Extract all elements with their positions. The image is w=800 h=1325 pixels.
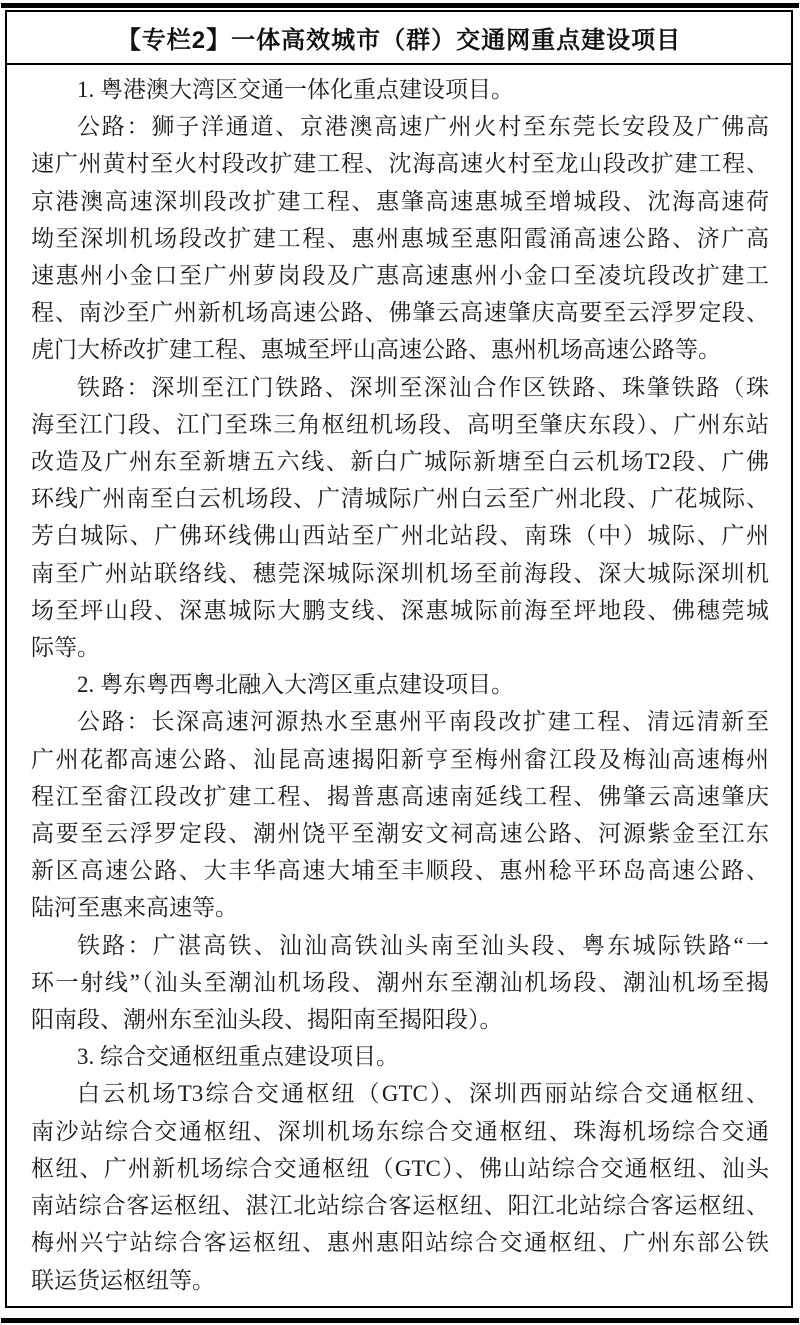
body-line: 梅州兴宁站综合客运枢纽、惠州惠阳站综合交通枢纽、广州东部公铁 — [31, 1230, 769, 1256]
body-line: 南站综合客运枢纽、湛江北站综合客运枢纽、阳江北站综合客运枢纽、 — [31, 1193, 769, 1219]
top-thick-rule — [1, 3, 799, 8]
body-line: 海至江门段、江门至珠三角枢纽机场段、高明至肇庆东段）、广州东站 — [31, 411, 769, 437]
body-line: 虎门大桥改扩建工程、惠城至坪山高速公路、惠州机场高速公路等。 — [31, 337, 721, 363]
body-line: 改造及广州东至新塘五六线、新白广城际新塘至白云机场T2段、广佛 — [31, 449, 769, 475]
bottom-thick-rule — [1, 1318, 799, 1323]
body-line: 白云机场T3综合交通枢纽（GTC）、深圳西丽站综合交通枢纽、 — [77, 1081, 769, 1107]
body-line: 3. 综合交通枢纽重点建设项目。 — [77, 1044, 399, 1070]
body-line: 公路：长深高速河源热水至惠州平南段改扩建工程、清远清新至 — [77, 709, 769, 735]
body-line: 铁路：广湛高铁、汕汕高铁汕头南至汕头段、粤东城际铁路“一 — [77, 932, 769, 958]
body-line: 枢纽、广州新机场综合交通枢纽（GTC）、佛山站综合交通枢纽、汕头 — [31, 1155, 769, 1181]
body-line: 场至坪山段、深惠城际大鹏支线、深惠城际前海至坪地段、佛穗莞城 — [31, 597, 769, 623]
body-line: 程、南沙至广州新机场高速公路、佛肇云高速肇庆高要至云浮罗定段、 — [31, 300, 769, 326]
body-line: 公路：狮子洋通道、京港澳高速广州火村至东莞长安段及广佛高 — [77, 114, 769, 140]
body-line: 程江至畲江段改扩建工程、揭普惠高速南延线工程、佛肇云高速肇庆 — [31, 783, 769, 809]
column-box-body — [7, 65, 791, 1299]
body-line: 阳南段、潮州东至汕头段、揭阳南至揭阳段）。 — [31, 1007, 503, 1033]
body-line: 速广州黄村至火村段改扩建工程、沈海高速火村至龙山段改扩建工程、 — [31, 151, 769, 177]
body-line: 2. 粤东粤西粤北融入大湾区重点建设项目。 — [77, 672, 514, 698]
body-line: 铁路：深圳至江门铁路、深圳至深汕合作区铁路、珠肇铁路（珠 — [77, 374, 769, 400]
body-line: 南至广州站联络线、穗莞深城际深圳机场至前海段、深大城际深圳机 — [31, 560, 769, 586]
body-line: 京港澳高速深圳段改扩建工程、惠肇高速惠城至增城段、沈海高速荷 — [31, 188, 769, 214]
body-line: 芳白城际、广佛环线佛山西站至广州北站段、南珠（中）城际、广州 — [31, 523, 769, 549]
body-line: 联运货运枢纽等。 — [31, 1267, 215, 1293]
column-box — [5, 10, 793, 1308]
body-line: 南沙站综合交通枢纽、深圳机场东综合交通枢纽、珠海机场综合交通 — [31, 1118, 769, 1144]
body-line: 坳至深圳机场段改扩建工程、惠州惠城至惠阳霞涌高速公路、济广高 — [31, 225, 769, 251]
body-line: 际等。 — [31, 635, 100, 661]
body-line: 环一射线”（汕头至潮汕机场段、潮州东至潮汕机场段、潮汕机场至揭 — [31, 969, 769, 995]
body-line: 广州花都高速公路、汕昆高速揭阳新亨至梅州畲江段及梅汕高速梅州 — [31, 746, 769, 772]
body-line: 新区高速公路、大丰华高速大埔至丰顺段、惠州稔平环岛高速公路、 — [31, 858, 769, 884]
column-box-title: 【专栏2】一体高效城市（群）交通网重点建设项目 — [7, 12, 791, 65]
body-line: 陆河至惠来高速等。 — [31, 895, 238, 921]
body-line: 速惠州小金口至广州萝岗段及广惠高速惠州小金口至凌坑段改扩建工 — [31, 263, 769, 289]
body-line: 环线广州南至白云机场段、广清城际广州白云至广州北段、广花城际、 — [31, 486, 769, 512]
body-line: 高要至云浮罗定段、潮州饶平至潮安文祠高速公路、河源紫金至江东 — [31, 821, 769, 847]
body-line: 1. 粤港澳大湾区交通一体化重点建设项目。 — [77, 77, 514, 102]
